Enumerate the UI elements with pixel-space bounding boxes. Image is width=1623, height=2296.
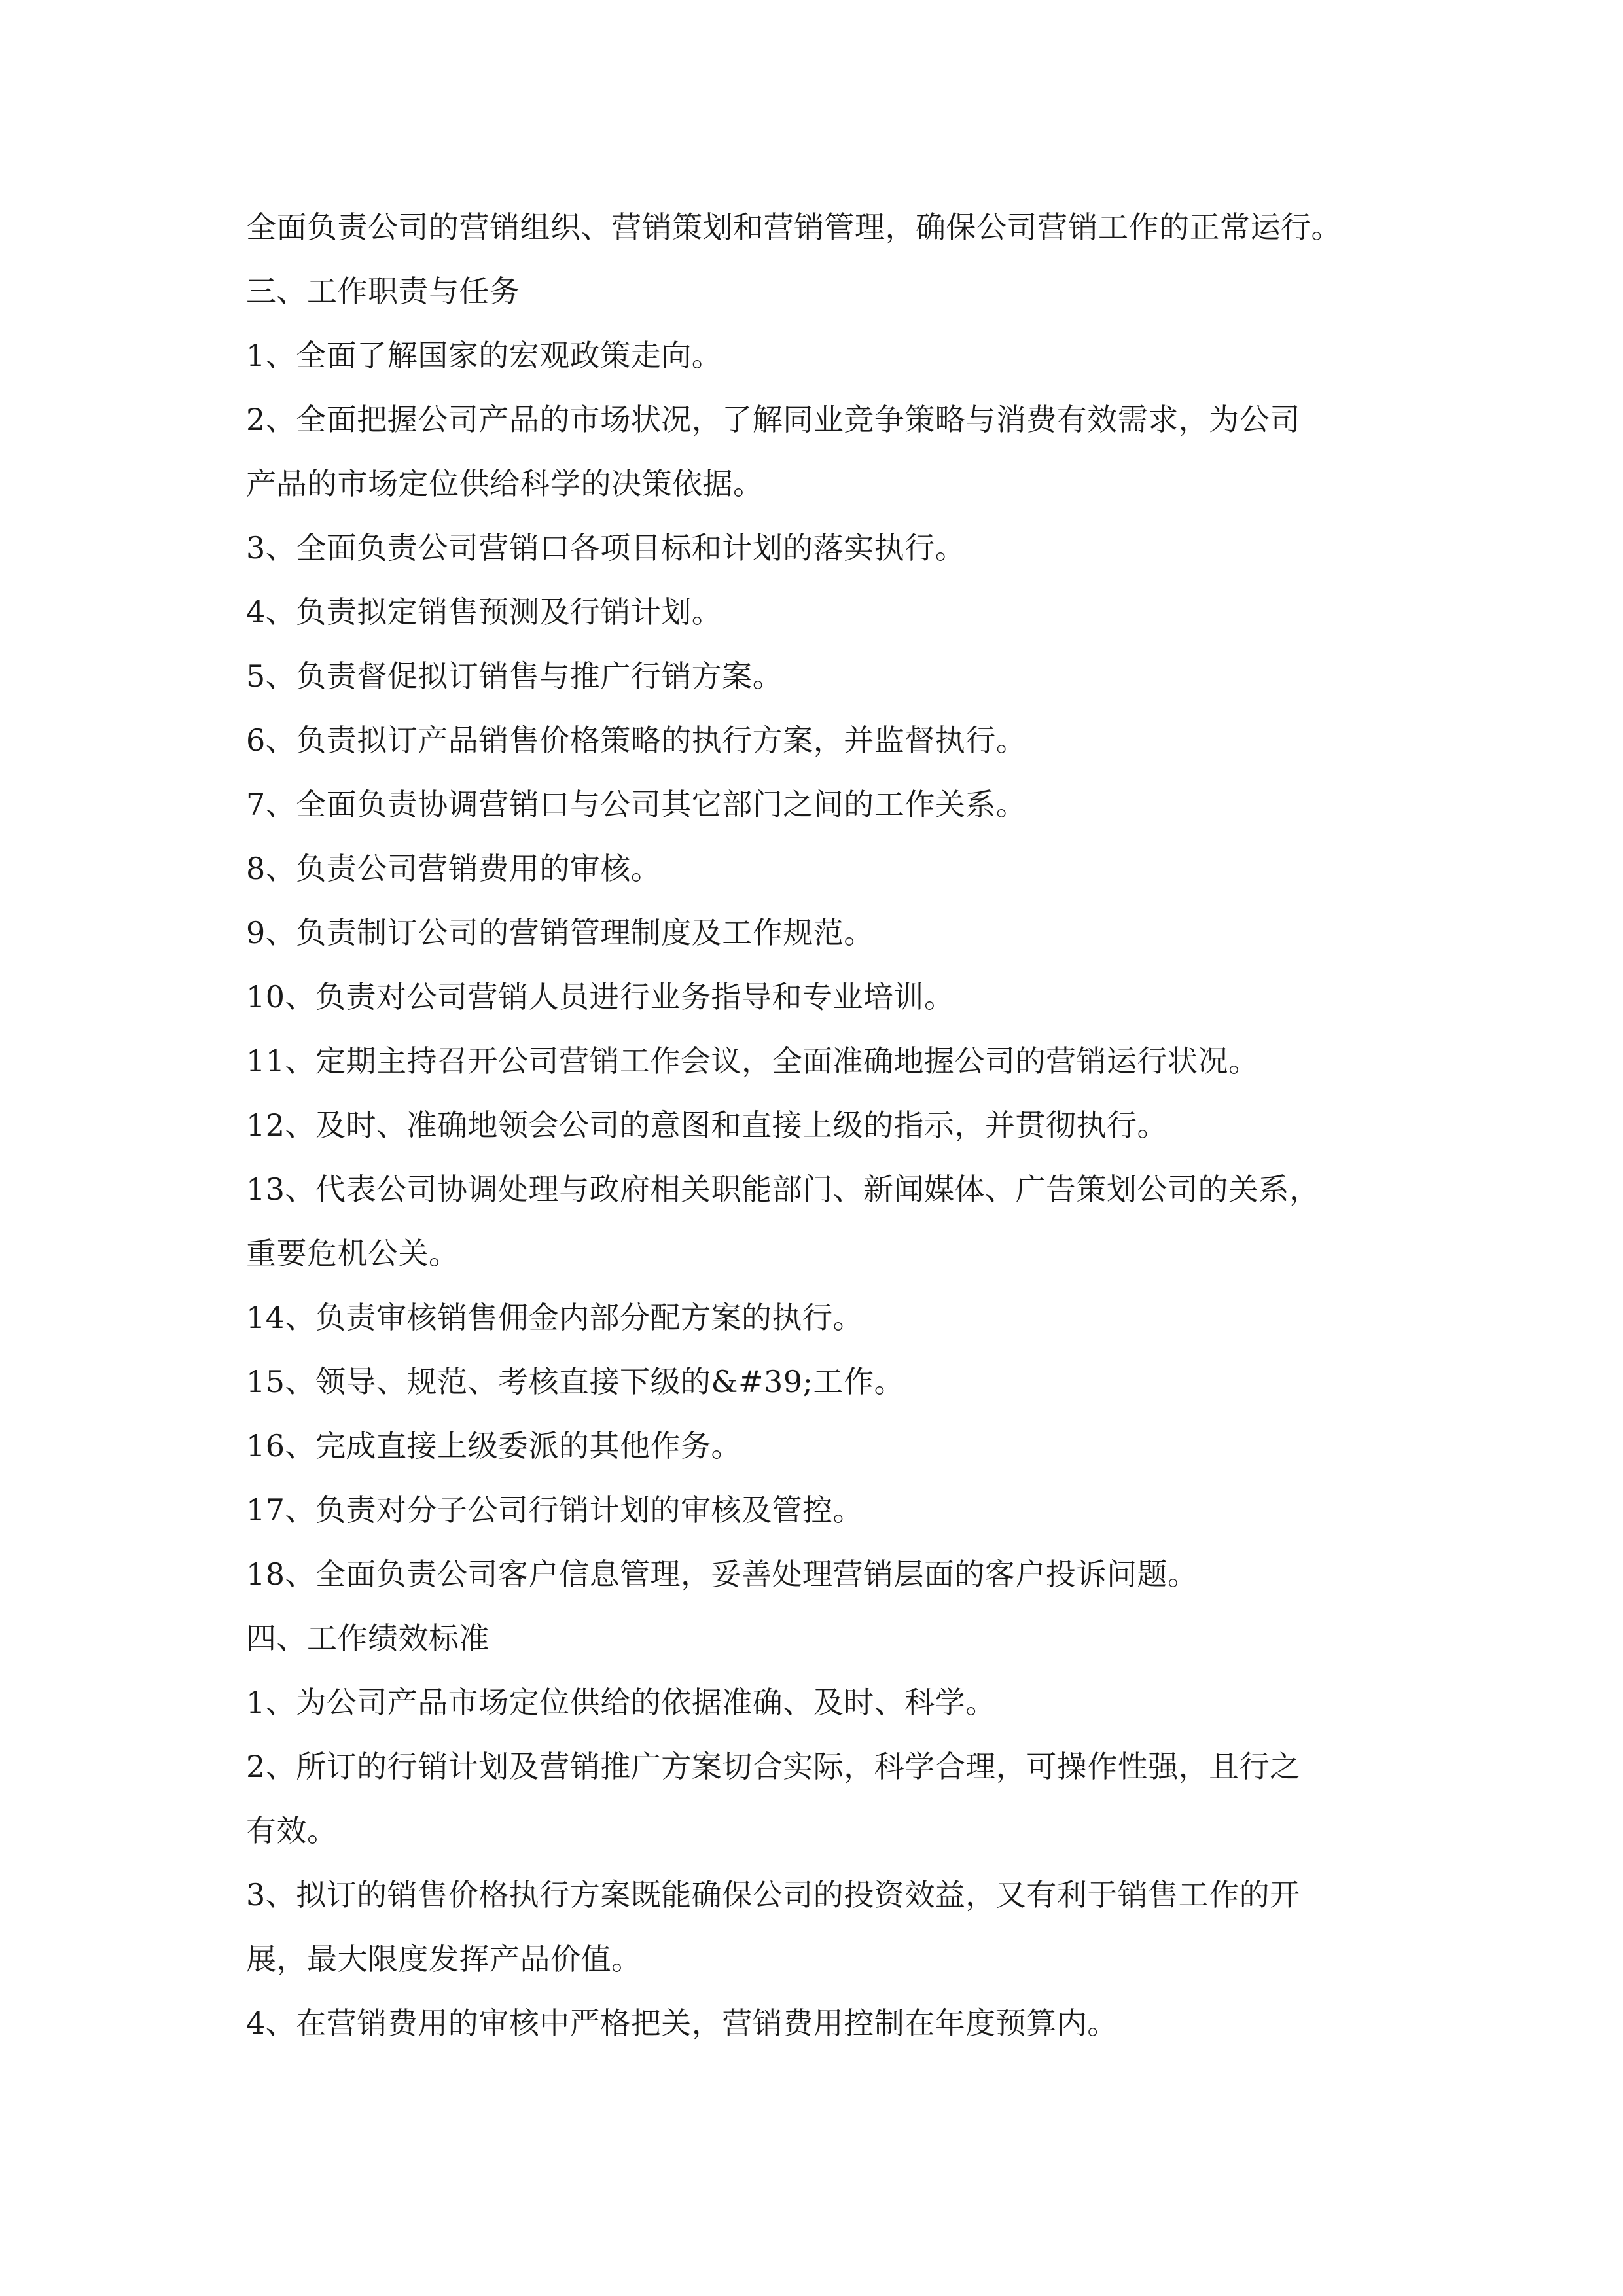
list-item: 6、负责拟订产品销售价格策略的执行方案，并监督执行。 <box>246 723 1027 758</box>
list-item: 1、为公司产品市场定位供给的依据准确、及时、科学。 <box>246 1685 996 1720</box>
list-item: 12、及时、准确地领会公司的意图和直接上级的指示，并贯彻执行。 <box>246 1107 1168 1143</box>
list-item: 16、完成直接上级委派的其他作务。 <box>246 1428 742 1463</box>
list-item-continuation: 展，最大限度发挥产品价值。 <box>246 1941 642 1977</box>
list-item: 10、负责对公司营销人员进行业务指导和专业培训。 <box>246 979 955 1014</box>
list-item: 5、负责督促拟订销售与推广行销方案。 <box>246 658 783 694</box>
section-heading: 四、工作绩效标准 <box>246 1621 490 1656</box>
paragraph-line: 全面负责公司的营销组织、营销策划和营销管理，确保公司营销工作的正常运行。 <box>246 209 1342 245</box>
list-item: 17、负责对分子公司行销计划的审核及管控。 <box>246 1492 864 1528</box>
list-item: 8、负责公司营销费用的审核。 <box>246 851 662 886</box>
list-item: 3、拟订的销售价格执行方案既能确保公司的投资效益，又有利于销售工作的开 <box>246 1877 1300 1912</box>
list-item: 4、负责拟定销售预测及行销计划。 <box>246 594 722 630</box>
list-item: 7、全面负责协调营销口与公司其它部门之间的工作关系。 <box>246 787 1027 822</box>
list-item: 14、负责审核销售佣金内部分配方案的执行。 <box>246 1300 864 1335</box>
document-body <box>246 195 1398 2055</box>
list-item: 9、负责制订公司的营销管理制度及工作规范。 <box>246 915 874 950</box>
list-item: 3、全面负责公司营销口各项目标和计划的落实执行。 <box>246 530 966 565</box>
list-item: 2、全面把握公司产品的市场状况，了解同业竞争策略与消费有效需求，为公司 <box>246 402 1300 437</box>
list-item: 1、全面了解国家的宏观政策走向。 <box>246 338 722 373</box>
list-item: 18、全面负责公司客户信息管理，妥善处理营销层面的客户投诉问题。 <box>246 1556 1198 1592</box>
list-item-continuation: 重要危机公关。 <box>246 1236 459 1271</box>
list-item: 4、在营销费用的审核中严格把关，营销费用控制在年度预算内。 <box>246 2005 1118 2041</box>
list-item: 13、代表公司协调处理与政府相关职能部门、新闻媒体、广告策划公司的关系， <box>246 1172 1320 1207</box>
list-item: 11、定期主持召开公司营销工作会议，全面准确地握公司的营销运行状况。 <box>246 1043 1259 1079</box>
list-item: 2、所订的行销计划及营销推广方案切合实际，科学合理，可操作性强，且行之 <box>246 1749 1300 1784</box>
list-item-continuation: 有效。 <box>246 1813 338 1848</box>
section-heading: 三、工作职责与任务 <box>246 274 520 309</box>
list-item: 15、领导、规范、考核直接下级的&#39;工作。 <box>246 1364 905 1399</box>
list-item-continuation: 产品的市场定位供给科学的决策依据。 <box>246 466 764 501</box>
